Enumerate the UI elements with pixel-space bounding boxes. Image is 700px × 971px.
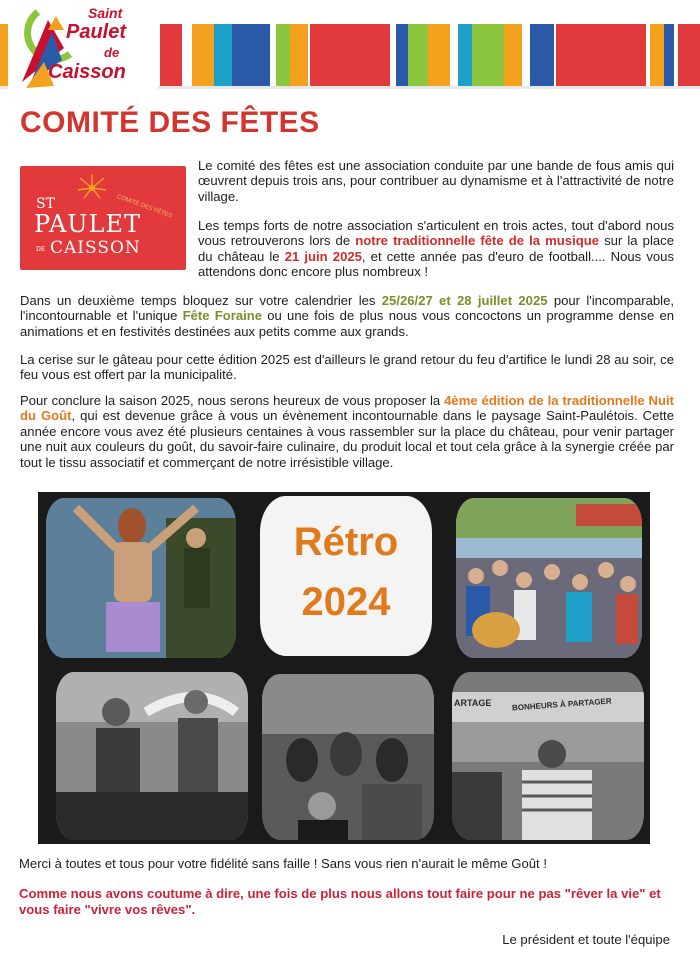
stripe bbox=[408, 24, 428, 86]
stripe bbox=[678, 24, 700, 86]
stand-sign-right: BONHEURS À PARTAGER bbox=[511, 696, 612, 713]
retro-label: Rétro bbox=[293, 520, 399, 564]
comite-badge bbox=[20, 166, 186, 270]
nuit-du-gout-highlight: 4ème édition de la traditionnelle Nuit du Goût bbox=[20, 393, 674, 424]
retro-title-panel bbox=[260, 496, 432, 656]
text: , et cette année pas d'euro de football.... Nous vous attendons donc encore plus nombreux ! bbox=[198, 248, 674, 280]
logo-emblem-icon bbox=[8, 2, 158, 100]
text: Les temps forts de notre association s'articulent en trois actes, tout d'abord nous vous retrouverons lors de bbox=[198, 218, 674, 249]
text: Pour conclure la saison 2025, nous serons heureux de vous proposer la bbox=[20, 393, 445, 408]
stripe bbox=[428, 24, 450, 86]
stripe bbox=[458, 24, 472, 86]
water-fight-scene-icon bbox=[56, 672, 248, 840]
crowd-scene-icon bbox=[456, 498, 642, 658]
badge-caisson: CAISSON bbox=[50, 238, 141, 258]
page-title: COMITÉ DES FÊTES bbox=[20, 106, 320, 139]
stripe bbox=[290, 24, 308, 86]
logo-text-de: de bbox=[104, 45, 120, 60]
text: pour l'incomparable, l'incontournable et l'unique bbox=[20, 293, 674, 324]
stand-sign-left: ARTAGE bbox=[454, 698, 492, 708]
acts-paragraph bbox=[198, 218, 674, 280]
badge-st: ST bbox=[36, 196, 55, 212]
fireworks-paragraph: La cerise sur le gâteau pour cette édition 2025 est d'ailleurs le grand retour du feu d'artifice le lundi 28 au soir, ce feu vous est offert par la municipalité. bbox=[20, 352, 674, 383]
date-highlight: 21 juin 2025 bbox=[284, 248, 362, 264]
stripe bbox=[530, 24, 554, 86]
stripe bbox=[504, 24, 522, 86]
photo-stand bbox=[452, 672, 644, 840]
stripe bbox=[214, 24, 232, 86]
photo-crowd bbox=[456, 498, 642, 658]
badge-paulet: PAULET bbox=[34, 210, 141, 238]
masks-scene-icon bbox=[262, 674, 434, 840]
text: sur la place du château le bbox=[198, 233, 674, 264]
retro-2024-collage bbox=[38, 492, 650, 844]
stripe bbox=[664, 24, 674, 86]
stripe bbox=[160, 24, 182, 86]
dancer-figure-icon bbox=[46, 498, 236, 658]
motto-text: Comme nous avons coutume à dire, une fois de plus nous allons tout faire pour ne pas "rêver la vie" et vous faire "vivre vos rêves". bbox=[19, 886, 661, 917]
saint-paulet-logo bbox=[8, 2, 158, 100]
text: Dans un deuxième temps bloquez sur votre calendrier les bbox=[20, 293, 382, 308]
retro-year: 2024 bbox=[301, 580, 391, 624]
thanks-text: Merci à toutes et tous pour votre fidélité sans faille ! Sans vous rien n'aurait le même Goût ! bbox=[19, 856, 547, 871]
stripe bbox=[310, 24, 390, 86]
badge-de: DE bbox=[36, 246, 46, 253]
stripe bbox=[556, 24, 646, 86]
dates-highlight: 25/26/27 et 28 juillet 2025 bbox=[381, 293, 548, 308]
logo-text-saint: Saint bbox=[88, 5, 123, 21]
fete-musique-highlight: notre traditionnelle fête de la musique bbox=[355, 233, 599, 249]
stripe bbox=[396, 24, 408, 86]
logo-text-caisson: Caisson bbox=[48, 61, 126, 83]
text: , qui est devenue grâce à vous un évènement incontournable dans le paysage Saint-Paulétois. Cette année encore vous avez été plusieurs centaines à vous rassembler sur la place du château, pour venir partager une nuit aux couleurs du goût, du savoir-faire culinaire, du produit local et tout cela grâce à la synergie créée par tout le tissu associatif et commerçant de notre irrésistible village. bbox=[20, 408, 674, 470]
photo-carnival-dancer bbox=[46, 498, 236, 658]
stripe bbox=[472, 24, 504, 86]
stripe bbox=[276, 24, 290, 86]
signature-text: Le président et toute l'équipe bbox=[502, 932, 670, 947]
stripe bbox=[232, 24, 270, 86]
text: ou une fois de plus nous vous concoctons un programme dense en animations et en festivités destinées aux petits comme aux grands. bbox=[20, 308, 675, 339]
stripe bbox=[650, 24, 664, 86]
photo-water-fight bbox=[56, 672, 248, 840]
fete-foraine-highlight: Fête Foraine bbox=[182, 308, 263, 324]
badge-arc-text: COMITÉ DES FÊTES bbox=[115, 194, 173, 220]
photo-masks bbox=[262, 674, 434, 840]
intro-paragraph: Le comité des fêtes est une association conduite par une bande de fous amis qui œuvrent depuis trois ans, pour contribuer au dynamisme et à l'attractivité de notre village. bbox=[198, 158, 674, 204]
fete-foraine-paragraph bbox=[20, 293, 674, 339]
stripe bbox=[192, 24, 214, 86]
nuit-du-gout-paragraph bbox=[20, 393, 674, 470]
logo-text-paulet: Paulet bbox=[66, 21, 127, 43]
